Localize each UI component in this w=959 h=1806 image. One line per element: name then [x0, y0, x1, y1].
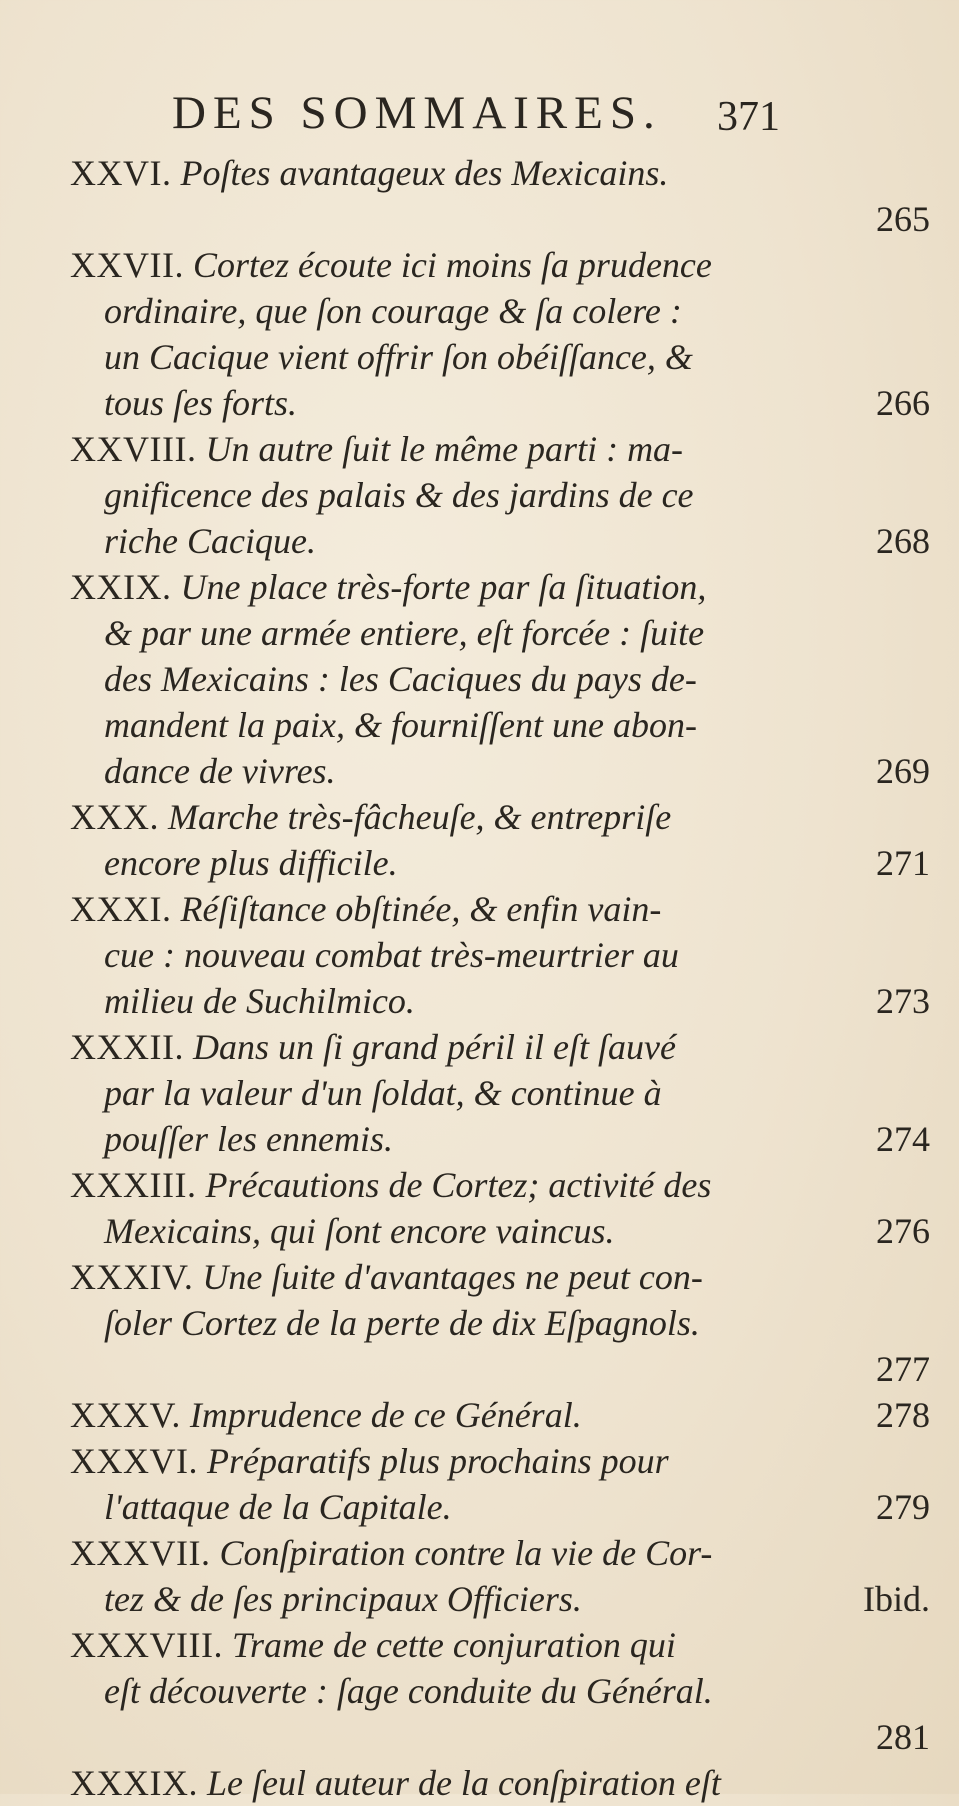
entry-line [70, 1346, 930, 1392]
entry-line [70, 1760, 930, 1806]
entry-line [70, 1254, 930, 1300]
summary-entry [70, 1392, 930, 1438]
entry-line [70, 334, 930, 380]
entry-line [70, 748, 930, 794]
summary-entry [70, 794, 930, 886]
entry-numeral: XXXVIII. [70, 1625, 223, 1665]
entry-numeral: XXXIV. [70, 1257, 194, 1297]
summary-entry [70, 1622, 930, 1760]
entry-line [70, 242, 930, 288]
entry-page: 268 [876, 521, 930, 561]
entry-line [70, 886, 930, 932]
entry-text: Imprudence de ce Général. [189, 1395, 582, 1435]
summary-entry [70, 1162, 930, 1254]
entry-line [70, 610, 930, 656]
entry-text: Une place très-forte par ſa ſituation, [180, 567, 707, 607]
entry-text: Poſtes avantageux des Mexicains. [180, 153, 669, 193]
entry-page: 265 [876, 199, 930, 239]
entry-numeral: XXXI. [70, 889, 172, 929]
entry-text: Mexicains, qui ſont encore vaincus. [104, 1211, 615, 1251]
entry-page: Ibid. [863, 1579, 930, 1619]
entry-text: ordinaire, que ſon courage & ſa colere : [104, 291, 682, 331]
entry-text: Marche très-fâcheuſe, & entrepriſe [168, 797, 672, 837]
entry-line [70, 426, 930, 472]
summary-entry [70, 564, 930, 794]
entry-line [70, 1024, 930, 1070]
entry-line [70, 794, 930, 840]
entry-numeral: XXIX. [70, 567, 172, 607]
summary-entry [70, 1024, 930, 1162]
entry-page: 273 [876, 981, 930, 1021]
entry-line [70, 1530, 930, 1576]
entry-numeral: XXXIX. [70, 1763, 198, 1803]
page-number: 371 [717, 94, 780, 140]
entry-line [70, 1300, 930, 1346]
entry-text: pouſſer les ennemis. [104, 1119, 393, 1159]
summary-entry [70, 426, 930, 564]
entry-line [70, 1116, 930, 1162]
entry-numeral: XXVIII. [70, 429, 197, 469]
entry-text: des Mexicains : les Caciques du pays de- [104, 659, 697, 699]
entry-text: eſt découverte : ſage conduite du Général. [104, 1671, 713, 1711]
entry-text: & par une armée entiere, eſt forcée : ſuite [104, 613, 705, 653]
entry-line [70, 840, 930, 886]
entry-line [70, 656, 930, 702]
entry-page: 277 [876, 1349, 930, 1389]
entry-page: 266 [876, 383, 930, 423]
entry-numeral: XXXII. [70, 1027, 184, 1067]
entry-line [70, 150, 930, 196]
entry-text: Dans un ſi grand péril il eſt ſauvé [192, 1027, 676, 1067]
running-title: DES SOMMAIRES. [172, 87, 662, 139]
entry-page: 279 [876, 1487, 930, 1527]
entry-text: Réſiſtance obſtinée, & enfin vain- [180, 889, 662, 929]
entry-text: l'attaque de la Capitale. [104, 1487, 452, 1527]
entry-line [70, 1668, 930, 1714]
entry-line [70, 196, 930, 242]
entry-numeral: XXVII. [70, 245, 184, 285]
entry-page: 278 [876, 1395, 930, 1435]
entry-text: encore plus difficile. [104, 843, 398, 883]
entry-text: Trame de cette conjuration qui [231, 1625, 676, 1665]
entry-numeral: XXXIII. [70, 1165, 197, 1205]
entry-line [70, 932, 930, 978]
entry-text: riche Cacique. [104, 521, 316, 561]
entry-line [70, 1392, 930, 1438]
entry-line [70, 288, 930, 334]
entry-text: ſoler Cortez de la perte de dix Eſpagnols. [104, 1303, 700, 1343]
entry-line [70, 702, 930, 748]
entry-page: 274 [876, 1119, 930, 1159]
entry-line [70, 978, 930, 1024]
entry-text: dance de vivres. [104, 751, 336, 791]
entry-line [70, 1438, 930, 1484]
summary-entry [70, 1760, 930, 1806]
entry-text: un Cacique vient offrir ſon obéiſſance, & [104, 337, 693, 377]
entry-line [70, 380, 930, 426]
summary-entry [70, 242, 930, 426]
entry-text: Conſpiration contre la vie de Cor- [219, 1533, 713, 1573]
entry-line [70, 1484, 930, 1530]
entry-line [70, 1162, 930, 1208]
entry-text: Précautions de Cortez; activité des [205, 1165, 712, 1205]
entry-text: Le ſeul auteur de la conſpiration eſt [206, 1763, 721, 1803]
entry-line [70, 1208, 930, 1254]
entry-line [70, 1576, 930, 1622]
entry-line [70, 1622, 930, 1668]
entry-numeral: XXVI. [70, 153, 172, 193]
entry-line [70, 564, 930, 610]
entry-text: milieu de Suchilmico. [104, 981, 415, 1021]
entry-text: cue : nouveau combat très-meurtrier au [104, 935, 679, 975]
entry-line [70, 1714, 930, 1760]
entry-text: Une ſuite d'avantages ne peut con- [202, 1257, 703, 1297]
entry-page: 276 [876, 1211, 930, 1251]
entry-line [70, 518, 930, 564]
entry-text: Cortez écoute ici moins ſa prudence [192, 245, 712, 285]
entry-page: 281 [876, 1717, 930, 1757]
summary-entry [70, 886, 930, 1024]
entry-numeral: XXXVI. [70, 1441, 198, 1481]
entry-line [70, 472, 930, 518]
page-header [172, 84, 780, 142]
summary-entry [70, 1438, 930, 1530]
entry-text: gnificence des palais & des jardins de ce [104, 475, 694, 515]
summary-entry [70, 1530, 930, 1622]
entry-text: tez & de ſes principaux Officiers. [104, 1579, 582, 1619]
entry-page: 269 [876, 751, 930, 791]
entry-text: par la valeur d'un ſoldat, & continue à [104, 1073, 662, 1113]
entry-text: Préparatifs plus prochains pour [206, 1441, 669, 1481]
entry-line [70, 1070, 930, 1116]
summary-entry [70, 1254, 930, 1392]
entry-numeral: XXXV. [70, 1395, 181, 1435]
entry-page: 271 [876, 843, 930, 883]
entry-text: mandent la paix, & fourniſſent une abon- [104, 705, 697, 745]
entry-text: tous ſes forts. [104, 383, 298, 423]
summary-entry [70, 150, 930, 242]
entry-numeral: XXX. [70, 797, 159, 837]
entry-text: Un autre ſuit le même parti : ma- [205, 429, 684, 469]
entry-numeral: XXXVII. [70, 1533, 211, 1573]
